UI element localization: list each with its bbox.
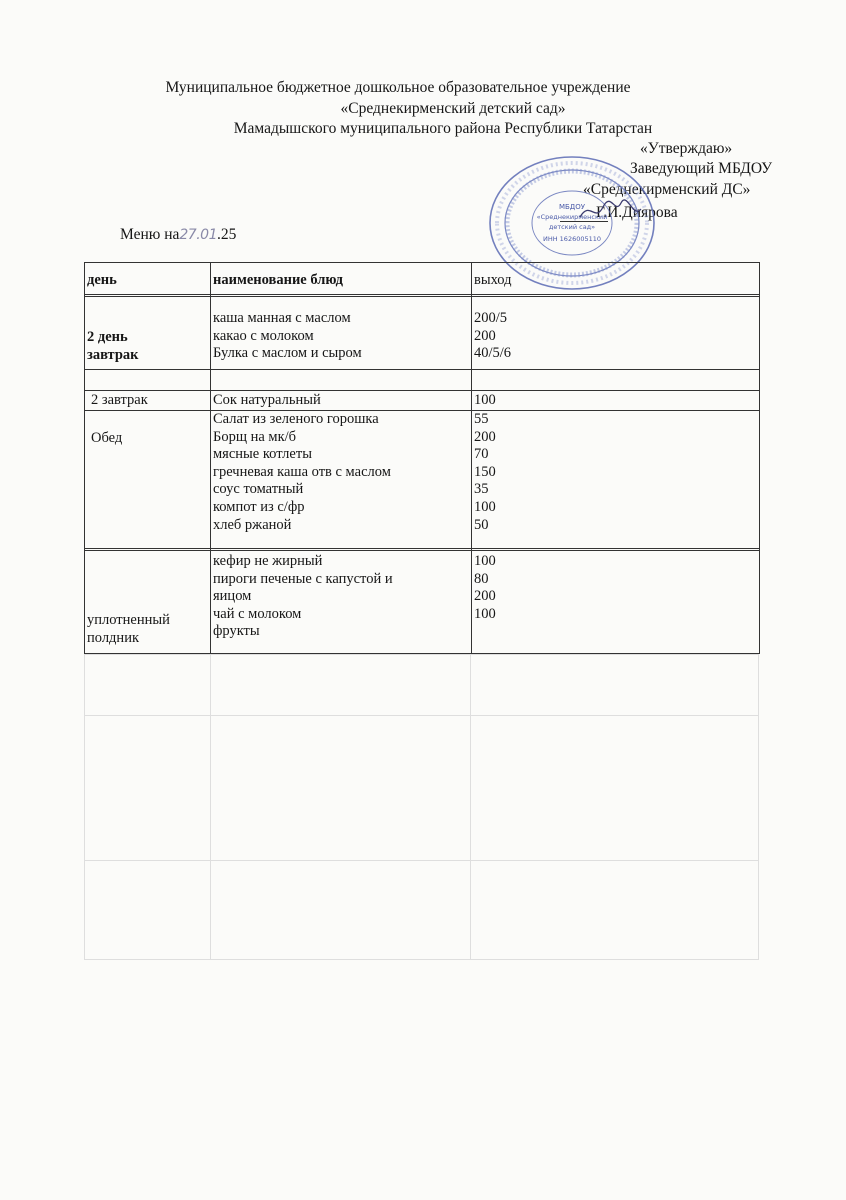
yield: 100 [474, 605, 496, 622]
yield [474, 623, 496, 641]
org-name-line3: Мамадышского муниципального района Республики Татарстан [233, 120, 653, 137]
row-divider [85, 369, 759, 370]
ghost-border [84, 654, 758, 655]
yield: 50 [474, 516, 489, 533]
approval-org: «Среднекирменский ДС» [583, 181, 751, 198]
yield: 40/5/6 [474, 345, 512, 362]
dish: хлеб ржаной [213, 516, 292, 533]
ghost-border [84, 959, 758, 960]
snack-dishes [213, 553, 393, 641]
ghost-border [84, 715, 758, 716]
section-label-breakfast: 2 день [87, 329, 128, 345]
row-divider [85, 410, 759, 411]
column-divider [210, 263, 211, 653]
yield: 150 [474, 463, 496, 480]
dish: компот из с/фр [213, 498, 305, 515]
yield: 100 [474, 498, 496, 515]
handwritten-date: 27.01 [179, 227, 217, 243]
approval-position: Заведующий МБДОУ [630, 160, 773, 177]
org-name-line2: «Среднекирменский детский сад» [340, 100, 566, 117]
org-name-line1: Муниципальное бюджетное дошкольное образовательное учреждение [165, 79, 631, 96]
signature [575, 195, 645, 225]
ghost-border [470, 654, 471, 960]
ghost-border [84, 860, 758, 861]
dish: какао с молоком [213, 327, 314, 344]
menu-date [120, 226, 236, 244]
row-divider [85, 548, 759, 549]
lunch-dishes [213, 411, 391, 534]
yield: 55 [474, 411, 489, 427]
header-yield: выход [474, 272, 512, 288]
dish: кефир не жирный [213, 553, 323, 569]
header-dish: наименование блюд [213, 272, 343, 288]
ghost-border [84, 654, 85, 960]
row-divider [85, 550, 759, 551]
stamp-text: детский сад» [548, 223, 596, 231]
yield: 200 [474, 428, 496, 445]
dish: Сок натуральный [213, 392, 321, 408]
stamp-inn: ИНН 1626005110 [542, 235, 602, 243]
menu-table [84, 262, 760, 654]
lunch-yields [474, 411, 496, 534]
dish: фрукты [213, 623, 260, 640]
dish: Борщ на мк/б [213, 428, 297, 445]
dish: мясные котлеты [213, 446, 312, 463]
section-label-snack: уплотненный [87, 612, 170, 628]
breakfast-yields [474, 310, 511, 363]
yield: 80 [474, 570, 489, 587]
row-divider [85, 296, 759, 297]
yield: 100 [474, 392, 496, 408]
menu-date-prefix: Меню на [120, 226, 180, 243]
ghost-border [758, 654, 759, 960]
yield: 70 [474, 446, 489, 463]
dish: Салат из зеленого горошка [213, 411, 379, 427]
approval-signatory: Г.И.Диярова [596, 204, 678, 221]
section-label-snack: полдник [87, 630, 139, 646]
dish: Булка с маслом и сыром [213, 345, 362, 362]
snack-yields [474, 553, 496, 641]
approval-title: «Утверждаю» [640, 140, 733, 157]
menu-date-suffix: .25 [216, 226, 237, 243]
yield: 200/5 [474, 310, 508, 326]
section-label-second-breakfast: 2 завтрак [91, 392, 148, 408]
column-divider [471, 263, 472, 653]
dish: яицом [213, 588, 252, 605]
breakfast-dishes [213, 310, 362, 363]
stamp-text: МБДОУ [558, 203, 586, 211]
ghost-border [210, 654, 211, 960]
yield: 35 [474, 481, 489, 498]
section-label-breakfast: завтрак [87, 347, 139, 363]
stamp-text: «Среднекирменский [536, 213, 608, 221]
yield: 100 [474, 553, 496, 569]
dish: чай с молоком [213, 605, 302, 622]
row-divider [85, 390, 759, 391]
header-day: день [87, 272, 117, 288]
yield: 200 [474, 327, 496, 344]
dish: гречневая каша отв с маслом [213, 463, 391, 480]
row-divider [85, 294, 759, 295]
dish: каша манная с маслом [213, 310, 351, 326]
dish: соус томатный [213, 481, 304, 498]
yield: 200 [474, 588, 496, 605]
dish: пироги печеные с капустой и [213, 570, 393, 587]
section-label-lunch: Обед [91, 430, 123, 446]
